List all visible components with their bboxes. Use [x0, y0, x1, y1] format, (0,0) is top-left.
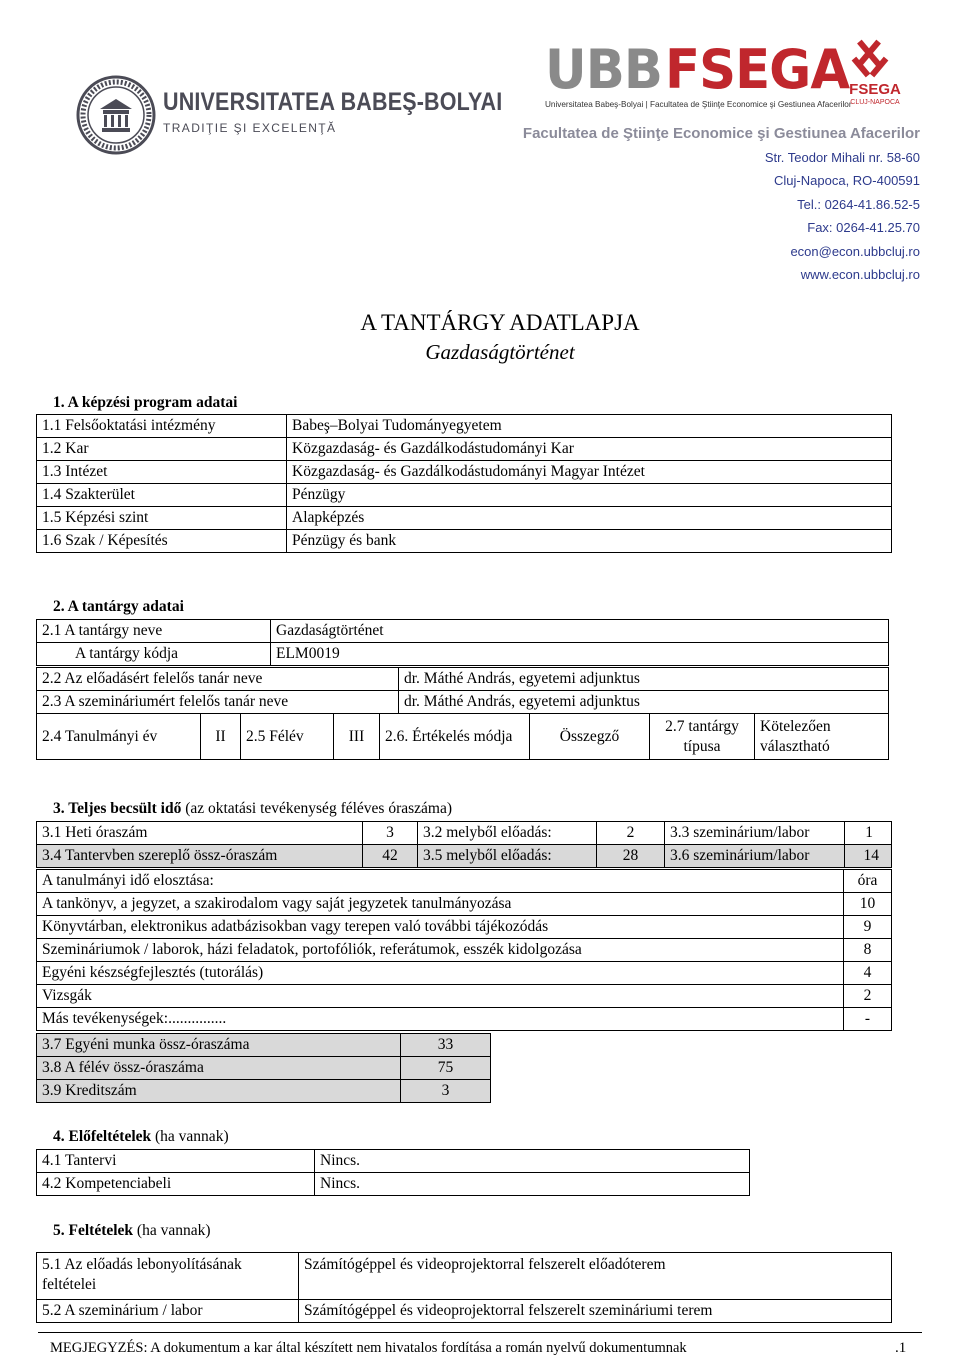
cell-label: 2.6. Értékelés módja [380, 714, 530, 760]
footer-note: MEGJEGYZÉS: A dokumentum a kar által készített nem hivatalos fordítása a román nyelvű dokumentumnak [50, 1340, 687, 1356]
conditions-table [36, 1252, 892, 1323]
cell-value: 8 [844, 939, 892, 962]
footer-divider [38, 1332, 922, 1333]
document-title: A TANTÁRGY ADATLAPJA [360, 310, 640, 335]
table-row [37, 1253, 892, 1300]
table-row [37, 822, 892, 845]
faculty-name: Facultatea de Ştiinţe Economice şi Gestiunea Afacerilor [522, 125, 920, 142]
svg-text:FSEGA: FSEGA [849, 81, 901, 98]
table-row [37, 643, 889, 666]
cell-label: Szemináriumok / laborok, házi feladatok, portofóliók, referátumok, esszék kidolgozása [37, 939, 844, 962]
contact-tel: Tel.: 0264-41.86.52-5 [797, 196, 920, 212]
table-row [37, 962, 892, 985]
cell-label: A tantárgy kódja [37, 643, 271, 666]
cell-value: 28 [597, 845, 665, 868]
cell-label: 3.9 Kreditszám [37, 1080, 401, 1103]
cell-value: 10 [844, 893, 892, 916]
document-subtitle: Gazdaságtörténet [425, 340, 575, 364]
type-label-line-1: 2.7 tantárgy [665, 717, 739, 735]
cell-label: 4.1 Tantervi [37, 1150, 315, 1173]
table-row [37, 668, 889, 691]
cell-label: 4.2 Kompetenciabeli [37, 1173, 315, 1196]
table-row [37, 916, 892, 939]
university-seal-logo [76, 75, 156, 155]
cell-value: 42 [363, 845, 418, 868]
cell-label: A tanulmányi idő elosztása: [37, 870, 844, 893]
contact-city: Cluj-Napoca, RO-400591 [774, 173, 920, 188]
table-row [37, 438, 892, 461]
cell-value: Babeş–Bolyai Tudományegyetem [287, 415, 892, 438]
cell-label: 1.6 Szak / Képesítés [37, 530, 287, 553]
university-name: UNIVERSITATEA BABEŞ-BOLYAI [163, 88, 503, 116]
cell-value: II [201, 714, 241, 760]
cell-value: 3 [401, 1080, 491, 1103]
table-row [37, 620, 889, 643]
cell-label [37, 1253, 299, 1300]
cell-value: Pénzügy [287, 484, 892, 507]
contact-web[interactable]: www.econ.ubbcluj.ro [800, 267, 920, 282]
cell-label: 3.7 Egyéni munka össz-óraszáma [37, 1034, 401, 1057]
table-row [37, 530, 892, 553]
cell-label: Más tevékenységek:............... [37, 1008, 844, 1031]
cell-value: Pénzügy és bank [287, 530, 892, 553]
cell-label: 1.3 Intézet [37, 461, 287, 484]
cell-value: dr. Máthé András, egyetemi adjunktus [399, 668, 889, 691]
fsega-brand-fsega: FSEGA [665, 38, 850, 101]
cell-label: 3.5 melyből előadás: [418, 845, 597, 868]
cell-value: Alapképzés [287, 507, 892, 530]
cell-label: 2.2 Az előadásért felelős tanár neve [37, 668, 399, 691]
table-row [37, 870, 892, 893]
section-5-heading [53, 1222, 211, 1240]
section-3-heading [53, 800, 452, 818]
table-row [37, 985, 892, 1008]
table-row [37, 1057, 491, 1080]
university-motto: TRADIŢIE ŞI EXCELENŢĂ [163, 121, 337, 135]
table-row [37, 893, 892, 916]
cell-value: 2 [844, 985, 892, 1008]
table-row [37, 1300, 892, 1323]
cell-value: 1 [845, 822, 892, 845]
cell-value: 4 [844, 962, 892, 985]
cell-label: Könyvtárban, elektronikus adatbázisokban vagy terepen való további tájékozódás [37, 916, 844, 939]
cell-label: 3.3 szeminárium/labor [665, 822, 845, 845]
table-row [37, 939, 892, 962]
contact-email[interactable]: econ@econ.ubbcluj.ro [790, 243, 920, 259]
cell-label: 1.1 Felsőoktatási intézmény [37, 415, 287, 438]
svg-text:CLUJ-NAPOCA: CLUJ-NAPOCA [850, 99, 900, 106]
cell-value: 3 [363, 822, 418, 845]
fsega-logo-icon [836, 36, 914, 106]
subject-data-table-b [36, 667, 889, 714]
cell-value: Közgazdaság- és Gazdálkodástudományi Magyar Intézet [287, 461, 892, 484]
cell-label: 3.6 szeminárium/labor [665, 845, 845, 868]
cell-label: Egyéni készségfejlesztés (tutorálás) [37, 962, 844, 985]
cell-value: Nincs. [315, 1150, 750, 1173]
subject-data-table-a [36, 619, 889, 666]
section-2-heading: 2. A tantárgy adatai [53, 598, 184, 615]
cell-value: Összegző [530, 714, 650, 760]
cell-value: ELM0019 [271, 643, 889, 666]
type-value-line-1: Kötelezően [760, 717, 831, 735]
cell-label: 3.1 Heti óraszám [37, 822, 363, 845]
cell-label: 2.1 A tantárgy neve [37, 620, 271, 643]
page-number: .1 [895, 1340, 907, 1356]
cell-label: 1.2 Kar [37, 438, 287, 461]
contact-street: Str. Teodor Mihali nr. 58-60 [764, 149, 920, 165]
cell-label: 2.4 Tanulmányi év [37, 714, 201, 760]
cell-value: dr. Máthé András, egyetemi adjunktus [399, 691, 889, 714]
time-distribution-table [36, 869, 892, 1031]
section-3-heading-rest: (az oktatási tevékenység féléves óraszáma) [181, 800, 453, 817]
cell-value [755, 714, 889, 760]
cell-value: III [334, 714, 380, 760]
cond-label-line-1: 5.1 Az előadás lebonyolításának [42, 1256, 242, 1273]
cond-label-line-2: feltételei [42, 1276, 97, 1293]
fsega-brand-ubb: UBB [545, 38, 663, 101]
table-row [37, 484, 892, 507]
cell-label [650, 714, 755, 760]
table-row [37, 714, 889, 760]
cell-label: 5.2 A szeminárium / labor [37, 1300, 299, 1323]
program-data-table [36, 414, 892, 553]
table-row [37, 507, 892, 530]
cell-value: Közgazdaság- és Gazdálkodástudományi Kar [287, 438, 892, 461]
type-label-line-2: típusa [683, 737, 721, 755]
cell-value: Gazdaságtörténet [271, 620, 889, 643]
subject-data-table-c [36, 713, 889, 760]
cell-value: Számítógéppel és videoprojektorral felszerelt szemináriumi terem [299, 1300, 892, 1323]
table-row [37, 691, 889, 714]
section-4-heading-bold: 4. Előfeltételek [53, 1128, 152, 1145]
cell-value: 2 [597, 822, 665, 845]
cell-label: 2.5 Félév [241, 714, 334, 760]
cell-label: Vizsgák [37, 985, 844, 1008]
cell-label: 1.4 Szakterület [37, 484, 287, 507]
table-row [37, 1150, 750, 1173]
cell-value: Számítógéppel és videoprojektorral felszerelt előadóterem [299, 1253, 892, 1300]
table-row [37, 415, 892, 438]
cell-label: 3.8 A félév össz-óraszáma [37, 1057, 401, 1080]
time-table-top [36, 821, 892, 868]
contact-fax: Fax: 0264-41.25.70 [807, 220, 920, 235]
section-5-heading-bold: 5. Feltételek [53, 1222, 134, 1239]
cell-value: - [844, 1008, 892, 1031]
cell-label: A tankönyv, a jegyzet, a szakirodalom vagy saját jegyzetek tanulmányozása [37, 893, 844, 916]
section-3-heading-bold: 3. Teljes becsült idő [53, 800, 182, 817]
fsega-subtitle: Universitatea Babeş-Bolyai | Facultatea de Ştiinţe Economice şi Gestiunea Afacerilor [545, 100, 852, 109]
cell-label: 1.5 Képzési szint [37, 507, 287, 530]
prerequisites-table [36, 1149, 750, 1196]
cell-value: 75 [401, 1057, 491, 1080]
cell-value: 33 [401, 1034, 491, 1057]
cell-value: Nincs. [315, 1173, 750, 1196]
table-row [37, 1173, 750, 1196]
section-5-heading-rest: (ha vannak) [133, 1222, 211, 1239]
table-row [37, 1008, 892, 1031]
table-row [37, 845, 892, 868]
cell-unit: óra [844, 870, 892, 893]
time-totals-table [36, 1033, 491, 1103]
table-row [37, 461, 892, 484]
section-4-heading [53, 1128, 229, 1146]
section-1-heading: 1. A képzési program adatai [53, 394, 238, 411]
section-4-heading-rest: (ha vannak) [151, 1128, 229, 1145]
type-value-line-2: választható [760, 737, 830, 755]
cell-label: 2.3 A szemináriumért felelős tanár neve [37, 691, 399, 714]
table-row [37, 1080, 491, 1103]
table-row [37, 1034, 491, 1057]
cell-label: 3.4 Tantervben szereplő össz-óraszám [37, 845, 363, 868]
faculty-contact [523, 122, 920, 287]
cell-value: 14 [845, 845, 892, 868]
cell-value: 9 [844, 916, 892, 939]
cell-label: 3.2 melyből előadás: [418, 822, 597, 845]
